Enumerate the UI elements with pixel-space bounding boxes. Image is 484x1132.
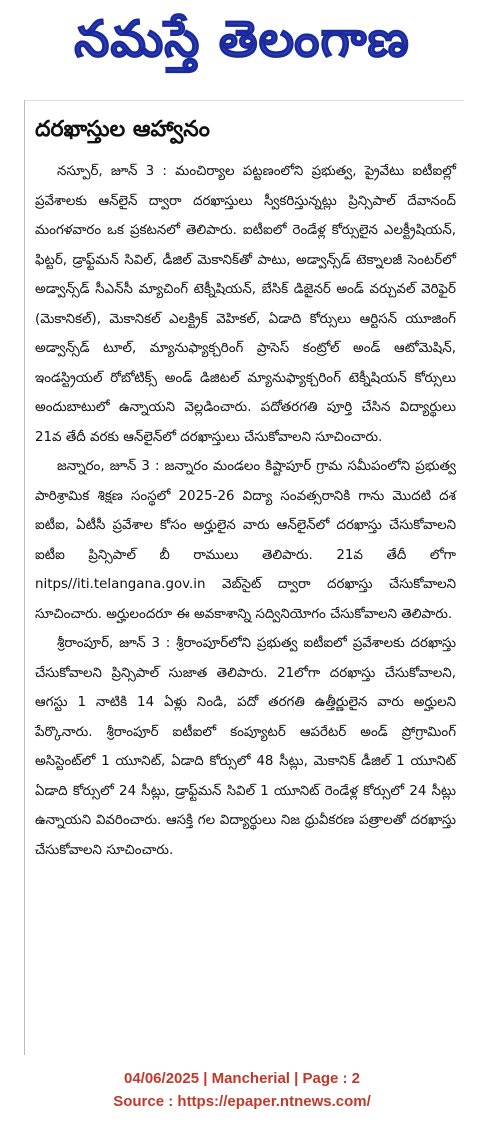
- article-headline: దరఖాస్తుల ఆహ్వానం: [35, 117, 210, 142]
- newspaper-masthead: [0, 0, 484, 90]
- article-paragraph-jannaram: జన్నారం, జూన్ 3 : జన్నారం మండలం కిష్టాపూర్ గ్రామ సమీపంలోని ప్రభుత్వ పారిశ్రామిక శిక్షణ సంస్థలో 2025-26 విద్యా సంవత్సరానికి గాను మొదటి దశ ఐటీఐ, ఏటీసీ ప్రవేశాల కోసం అర్హులైన వారు ఆన్‌లైన్‌లో దరఖాస్తు చేసుకోవాలని ఐటీఐ ప్రిన్సిపాల్ బీ రాములు తెలిపారు. 21వ తేదీ లోగా nitps//iti.telangana.gov.in వెబ్‌సైట్ ద్వారా దరఖాస్తు చేసుకోవాలని సూచించారు. అర్హులందరూ ఈ అవకాశాన్ని సద్వినియోగం చేసుకోవాలని తెలిపారు.: [35, 459, 456, 622]
- masthead-title: నమస్తే తెలంగాణ: [74, 9, 410, 68]
- date-edition-caption: 04/06/2025 | Mancherial | Page : 2: [123, 1070, 361, 1087]
- source-caption: Source : https://epaper.ntnews.com/: [113, 1093, 371, 1110]
- article-paragraph-srirampur: శ్రీరాంపూర్, జూన్ 3 : శ్రీరాంపూర్‌లోని ప్రభుత్వ ఐటీఐలో ప్రవేశాలకు దరఖాస్తు చేసుకోవాలని ప్రిన్సిపాల్ సుజాత తెలిపారు. 21లోగా దరఖాస్తు చేసుకోవాలని, ఆగస్టు 1 నాటికి 14 ఏళ్లు నిండి, పదో తరగతి ఉత్తీర్ణులైన వారు అర్హులని పేర్కొనారు. శ్రీరాంపూర్ ఐటీఐలో కంప్యూటర్ ఆపరేటర్ అండ్ ప్రోగ్రామింగ్ అసిస్టెంట్‌లో 1 యూనిట్, ఏడాది కోర్సులో 48 సీట్లు, మెకానిక్ డీజిల్ 1 యూనిట్ ఏడాది కోర్సులో 24 సీట్లు, డ్రాఫ్ట్‌మన్ సివిల్ 1 యూనిట్ రెండేళ్ల కోర్సులో 24 సీట్లు ఉన్నాయని వివరించారు. ఆసక్తి గల విద్యార్థులు నిజ ధ్రువీకరణ పత్రాలతో దరఖాస్తు చేసుకోవాలని సూచించారు.: [35, 636, 456, 858]
- article-paragraph-naspur: నస్పూర్, జూన్ 3 : మంచిర్యాల పట్టణంలోని ప్రభుత్వ, ప్రైవేటు ఐటీఐల్లో ప్రవేశాలకు ఆన్‌లైన్ ద్వారా దరఖాస్తులు స్వీకరిస్తున్నట్లు ప్రిన్సిపాల్ దేవానంద్ మంగళవారం ఒక ప్రకటనలో తెలిపారు. ఐటీఐలో రెండేళ్ల కోర్సులైన ఎలక్ట్రీషియన్, ఫిట్టర్, డ్రాఫ్ట్‌మన్ సివిల్, డీజిల్ మెకానిక్‌తో పాటు, అడ్వాన్స్‌డ్ టెక్నాలజీ సెంటర్‌లో అడ్వాన్స్‌డ్ సీఎన్‌సీ మ్యాచింగ్ టెక్నీషియన్, బేసిక్ డిజైనర్ అండ్ వర్చువల్ వెరిఫైర్ (మెకానికల్), మెకానికల్ ఎలక్ట్రిక్ వెహికల్, ఏడాది కోర్సులు ఆర్టిసన్ యూజింగ్ అడ్వాన్స్‌డ్ టూల్, మ్యానుఫ్యాక్చరింగ్ ప్రాసెస్ కంట్రోల్ అండ్ ఆటోమెషిన్, ఇండస్ట్రియల్ రోబోటిక్స్ అండ్ డిజిటల్ మ్యానుఫ్యాక్చరింగ్ టెక్నీషియన్ కోర్సులు అందుబాటులో ఉన్నాయని వెల్లడించారు. పదోతరగతి పూర్తి చేసిన విద్యార్థులు 21వ తేదీ వరకు ఆన్‌లైన్‌లో దరఖాస్తులు చేసుకోవాలని సూచించారు.: [35, 164, 456, 445]
- news-clipping: [24, 100, 464, 1055]
